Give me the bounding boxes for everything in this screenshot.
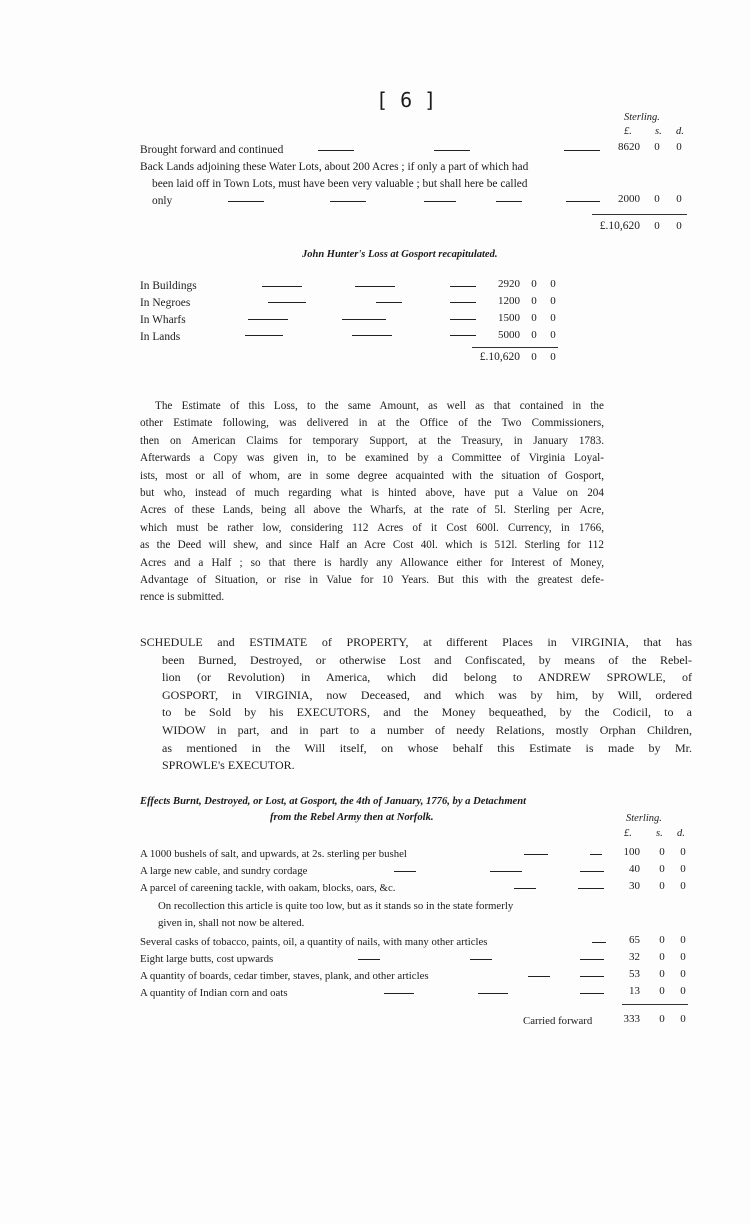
paragraph-line: but who, instead of much regarding what is hinted above, have put a Value on 204 <box>140 487 604 500</box>
effects-pounds: 65 <box>629 934 640 946</box>
leader-dash <box>478 993 508 994</box>
recap-pounds: 5000 <box>498 329 520 341</box>
effects-pence: 0 <box>680 985 686 997</box>
recap-total-pounds: £.10,620 <box>479 351 520 363</box>
carried-forward-pounds: 333 <box>623 1013 640 1025</box>
sum-rule <box>622 1004 688 1005</box>
leader-dash <box>342 319 386 320</box>
paragraph-line: as the Deed will shew, and since Half an Acre Cost 40l. which is 512l. Sterling for 112 <box>140 539 604 552</box>
recap-total-shillings: 0 <box>531 351 537 363</box>
paragraph-line: to be Sold by his EXECUTORS, and the Money bequeathed, by the Codicil, to a <box>162 705 692 720</box>
estimate-paragraph <box>140 398 604 607</box>
amount-shillings: 0 <box>654 193 660 205</box>
recap-shillings: 0 <box>531 278 537 290</box>
paragraph-line: SPROWLE's EXECUTOR. <box>162 758 295 773</box>
schedule-paragraph <box>140 634 692 775</box>
paragraph-line: SCHEDULE and ESTIMATE of PROPERTY, at different Places in VIRGINIA, that has <box>140 635 692 649</box>
effects-note: given in, shall not now be altered. <box>158 917 305 929</box>
effects-pounds: 30 <box>629 880 640 892</box>
leader-dash <box>524 854 548 855</box>
paragraph-line: then on American Claims for temporary Support, at the Treasury, in January 1783. <box>140 434 604 447</box>
effects-pence: 0 <box>680 951 686 963</box>
leader-dash <box>496 201 522 202</box>
effects-item: A large new cable, and sundry cordage <box>140 865 308 877</box>
paragraph-line: which must be rather low, considering 112 Acres of it Cost 600l. Currency, in 1766, <box>140 521 604 534</box>
back-lands-line: only <box>152 195 173 207</box>
recap-label: In Buildings <box>140 280 197 292</box>
leader-dash <box>384 993 414 994</box>
effects-pounds: 32 <box>629 951 640 963</box>
effects-shillings: 0 <box>659 880 665 892</box>
paragraph-line: Acres of these Lands, being all above the Wharfs, at the rate of 5l. Sterling per Acre, <box>140 504 604 517</box>
leader-dash <box>358 959 380 960</box>
effects-item: A parcel of careening tackle, with oakam, blocks, oars, &c. <box>140 882 396 894</box>
brought-forward-label: Brought forward and continued <box>140 144 284 156</box>
page-number-value: 6 <box>400 88 413 112</box>
paragraph-line: been Burned, Destroyed, or otherwise Lost and Confiscated, by means of the Rebel- <box>162 652 692 667</box>
amount-pence: 0 <box>676 141 682 153</box>
paragraph-line: rence is submitted. <box>140 591 225 604</box>
sterling-header: Sterling. <box>626 813 662 824</box>
paragraph-line: other Estimate following, was delivered in at the Office of the Two Commissioners, <box>140 417 604 430</box>
effects-item: A quantity of boards, cedar timber, staves, plank, and other articles <box>140 970 429 982</box>
effects-item: Eight large butts, cost upwards <box>140 953 274 965</box>
recap-shillings: 0 <box>531 312 537 324</box>
recap-label: In Wharfs <box>140 314 186 326</box>
carried-forward-shillings: 0 <box>659 1013 665 1025</box>
paragraph-line: The Estimate of this Loss, to the same Amount, as well as that contained in the <box>155 400 604 412</box>
leader-dash <box>262 286 302 287</box>
effects-shillings: 0 <box>659 863 665 875</box>
paragraph-line: lion (or Revolution) in America, which did belong to ANDREW SPROWLE, of <box>162 670 692 685</box>
effects-title: Effects Burnt, Destroyed, or Lost, at Gosport, the 4th of January, 1776, by a Detachment <box>140 796 527 807</box>
paragraph-line: GOSPORT, in VIRGINIA, now Deceased, and which was by him, by Will, ordered <box>162 687 692 702</box>
recap-pounds: 1200 <box>498 295 520 307</box>
leader-dash <box>245 335 283 336</box>
leader-dash <box>355 286 395 287</box>
effects-pence: 0 <box>680 934 686 946</box>
recap-pence: 0 <box>550 278 556 290</box>
leader-dash <box>248 319 288 320</box>
paragraph-line: Acres and a Half ; so that there is hardly any Allowance either for Interest of Money, <box>140 556 604 569</box>
effects-pence: 0 <box>680 968 686 980</box>
section1-total-pounds: £.10,620 <box>599 220 640 232</box>
pence-col-header: d. <box>676 126 684 137</box>
effects-shillings: 0 <box>659 951 665 963</box>
sum-rule <box>472 347 558 348</box>
paragraph-line: Afterwards a Copy was given in, to be examined by a Committee of Virginia Loyal- <box>140 452 604 465</box>
recap-label: In Negroes <box>140 297 191 309</box>
paragraph-line: WIDOW in part, and in part to a number of needy Relations, mostly Orphan Children, <box>162 722 692 737</box>
effects-title: from the Rebel Army then at Norfolk. <box>270 812 434 823</box>
effects-item: A quantity of Indian corn and oats <box>140 987 288 999</box>
carried-forward-label: Carried forward <box>523 1015 593 1027</box>
back-lands-line: Back Lands adjoining these Water Lots, about 200 Acres ; if only a part of which had <box>140 161 529 173</box>
leader-dash <box>376 302 402 303</box>
leader-dash <box>528 976 550 977</box>
recap-title: John Hunter's Loss at Gosport recapitulated. <box>302 249 498 260</box>
paragraph-line: as mentioned in the Will itself, on whose behalf this Estimate is made by Mr. <box>162 740 692 755</box>
recap-pence: 0 <box>550 312 556 324</box>
amount-pence: 0 <box>676 193 682 205</box>
effects-pounds: 40 <box>629 863 640 875</box>
effects-pence: 0 <box>680 880 686 892</box>
pounds-col-header: £. <box>624 828 632 839</box>
effects-pounds: 100 <box>623 846 640 858</box>
recap-pence: 0 <box>550 295 556 307</box>
recap-label: In Lands <box>140 331 181 343</box>
recap-pence: 0 <box>550 329 556 341</box>
section1-total-pence: 0 <box>676 220 682 232</box>
shillings-col-header: s. <box>656 828 663 839</box>
leader-dash <box>434 150 470 151</box>
page-number: [ 6 ] <box>376 88 437 112</box>
shillings-col-header: s. <box>655 126 662 137</box>
amount-pounds: 2000 <box>618 193 640 205</box>
effects-note: On recollection this article is quite too low, but as it stands so in the state formerly <box>158 900 514 912</box>
leader-dash <box>490 871 522 872</box>
amount-shillings: 0 <box>654 141 660 153</box>
effects-pounds: 53 <box>629 968 640 980</box>
leader-dash <box>228 201 264 202</box>
back-lands-line: been laid off in Town Lots, must have been very valuable ; but shall here be called <box>152 178 528 190</box>
effects-pounds: 13 <box>629 985 640 997</box>
leader-dash <box>318 150 354 151</box>
effects-shillings: 0 <box>659 934 665 946</box>
pounds-col-header: £. <box>624 126 632 137</box>
leader-dash <box>424 201 456 202</box>
recap-total-pence: 0 <box>550 351 556 363</box>
leader-dash <box>352 335 392 336</box>
leader-dash <box>514 888 536 889</box>
paragraph-line: ists, most or all of whom, are in some degree acquainted with the situation of Gosport, <box>140 469 604 482</box>
amount-pounds: 8620 <box>618 141 640 153</box>
sterling-header: Sterling. <box>624 112 660 123</box>
recap-pounds: 2920 <box>498 278 520 290</box>
leader-dash <box>470 959 492 960</box>
effects-shillings: 0 <box>659 846 665 858</box>
effects-item: A 1000 bushels of salt, and upwards, at 2s. sterling per bushel <box>140 848 407 860</box>
pence-col-header: d. <box>677 828 685 839</box>
paragraph-line: Advantage of Situation, or rise in Value for 10 Years. But this with the greatest defe- <box>140 574 604 587</box>
effects-pence: 0 <box>680 846 686 858</box>
section1-total-shillings: 0 <box>654 220 660 232</box>
effects-pence: 0 <box>680 863 686 875</box>
recap-shillings: 0 <box>531 329 537 341</box>
recap-shillings: 0 <box>531 295 537 307</box>
leader-dash <box>268 302 306 303</box>
carried-forward-pence: 0 <box>680 1013 686 1025</box>
leader-dash <box>394 871 416 872</box>
effects-shillings: 0 <box>659 985 665 997</box>
sum-rule <box>592 214 687 215</box>
recap-pounds: 1500 <box>498 312 520 324</box>
effects-shillings: 0 <box>659 968 665 980</box>
effects-item: Several casks of tobacco, paints, oil, a quantity of nails, with many other articles <box>140 936 488 948</box>
leader-dash <box>330 201 366 202</box>
